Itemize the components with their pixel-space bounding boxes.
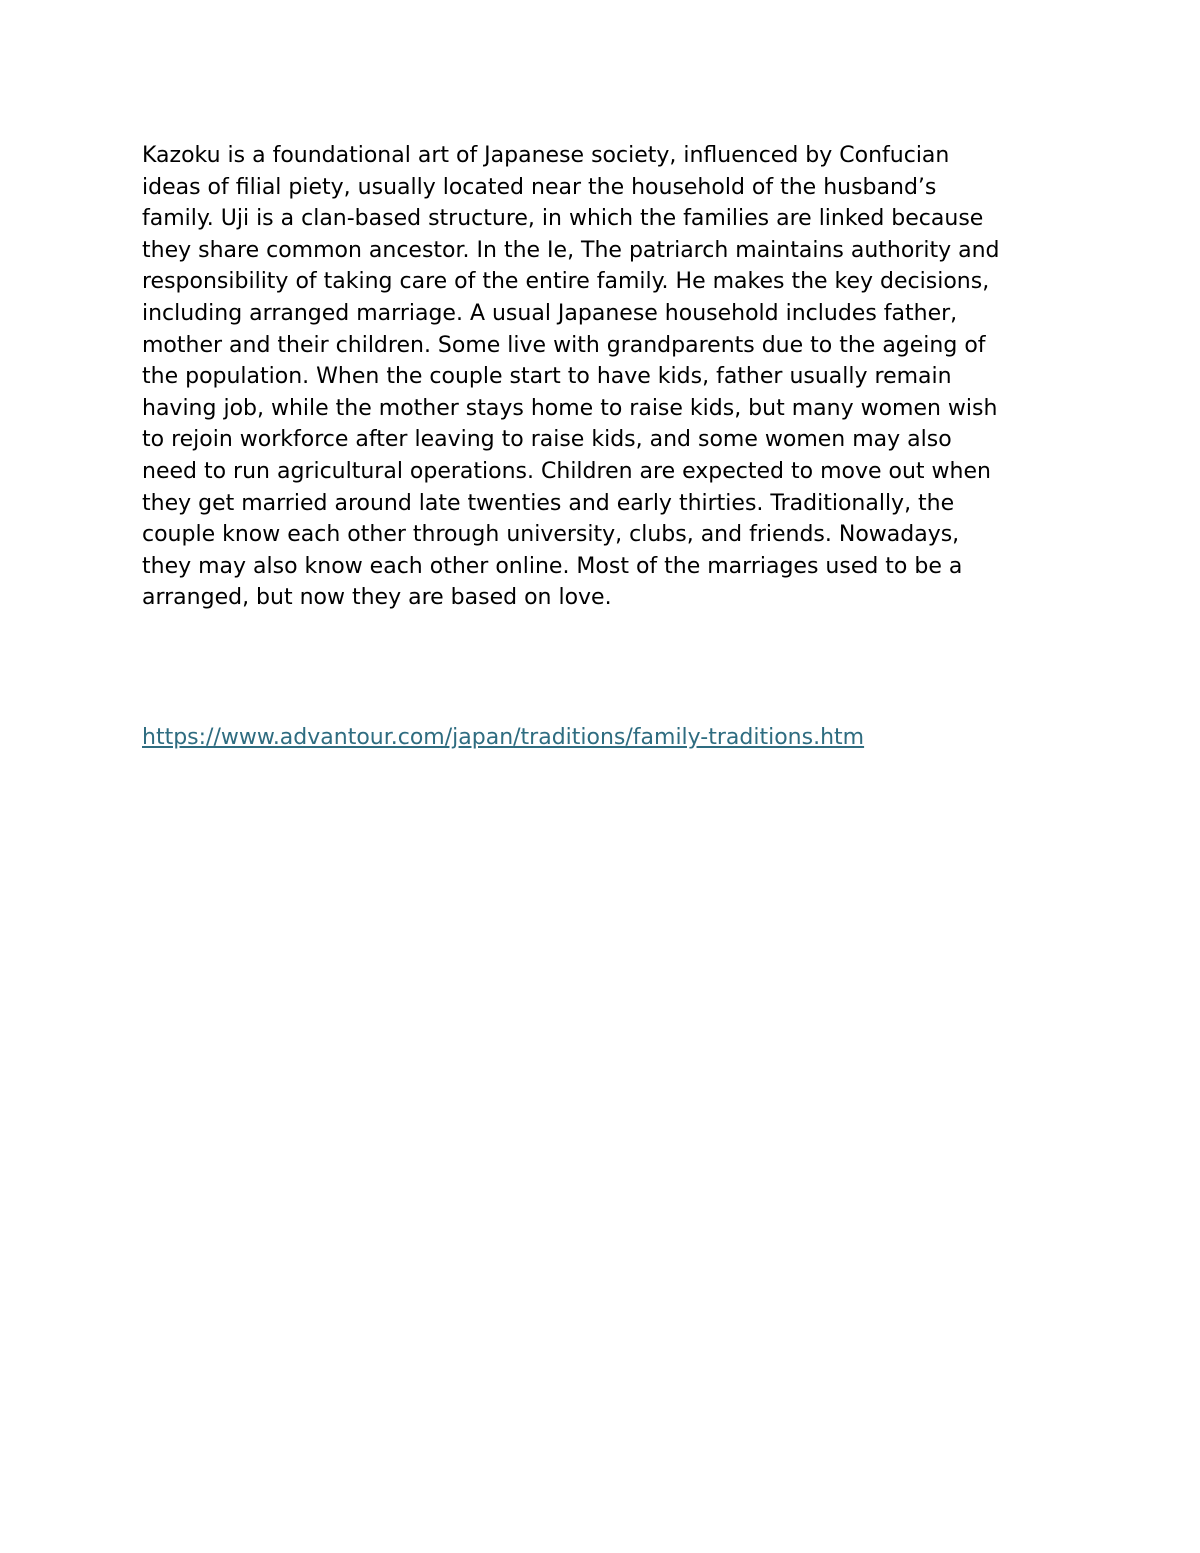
body-paragraph: Kazoku is a foundational art of Japanese society, influenced by Confucian ideas of filial piety, usually located near the household of the husband’s family. Uji is a clan-based structure, in which the families are linked because they share common ancestor. In the Ie, The patriarch maintains authority and responsibility of taking care of the entire family. He makes the key decisions, including arranged marriage. A usual Japanese household includes father, mother and their children. Some live with grandparents due to the ageing of the population. When the couple start to have kids, father usually remain having job, while the mother stays home to raise kids, but many women wish to rejoin workforce after leaving to raise kids, and some women may also need to run agricultural operations. Children are expected to move out when they get married around late twenties and early thirties. Traditionally, the couple know each other through university, clubs, and friends. Nowadays, they may also know each other online. Most of the marriages used to be a arranged, but now they are based on love. <box>142 143 1000 611</box>
document-body <box>142 140 1072 614</box>
source-link[interactable]: https://www.advantour.com/japan/traditions/family-traditions.htm <box>142 725 865 750</box>
